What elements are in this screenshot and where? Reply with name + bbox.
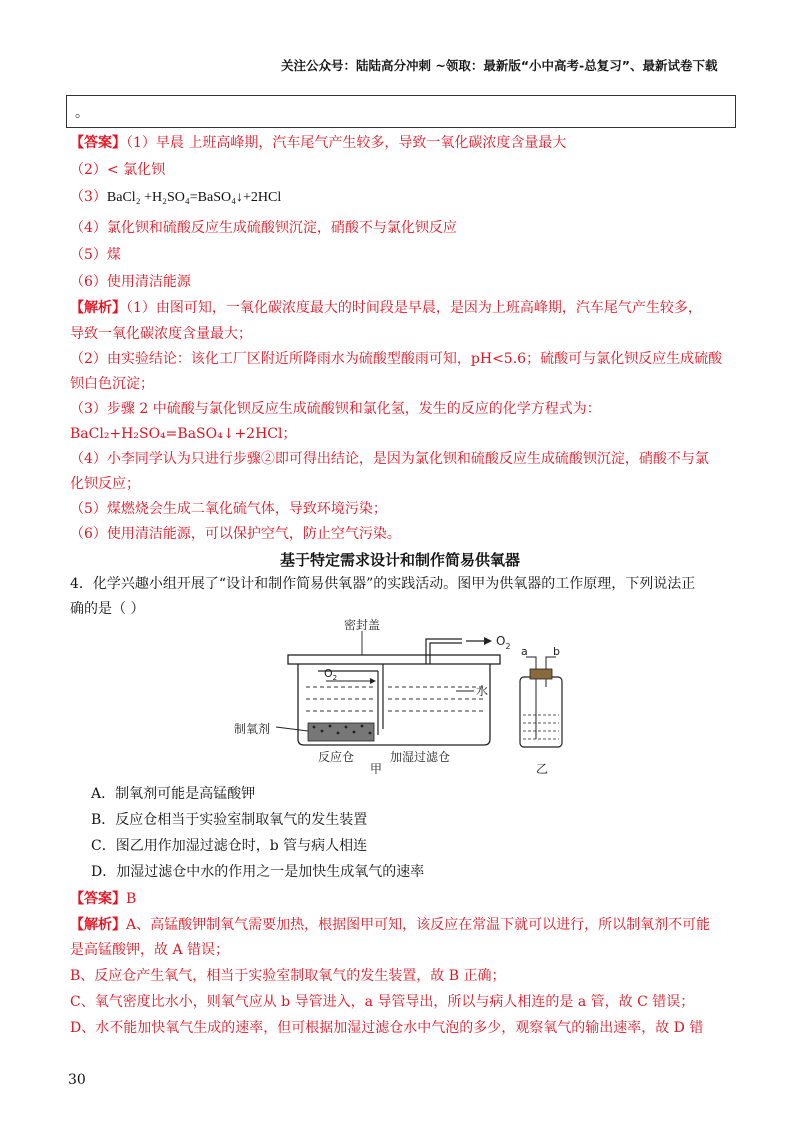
answer4-text: B xyxy=(126,891,137,907)
section-title: 基于特定需求设计和制作简易供氧器 xyxy=(279,551,520,569)
answer-line-2: （2）< 氯化钡 xyxy=(70,162,166,178)
answer4-line xyxy=(70,889,136,909)
label-humidify: 加湿过滤仓 xyxy=(390,750,451,764)
answer-line-6: （6）使用清洁能源 xyxy=(70,274,191,290)
analysis4-text: A、高锰酸钾制氧气需要加热，根据图甲可知，该反应在常温下就可以进行，所以制氧剂不可能 xyxy=(126,917,711,933)
analysis-line-5: （3）步骤 2 中硫酸与氯化钡反应生成硫酸钡和氯化氢，发生的反应的化学方程式为： xyxy=(70,401,601,417)
question-line-2: 确的是（ ） xyxy=(70,601,145,617)
label-b: b xyxy=(553,645,560,658)
apparatus-jia xyxy=(276,631,500,745)
label-seal-lid: 密封盖 xyxy=(344,618,381,632)
answer-line-4: （4）氯化钡和硫酸反应生成硫酸钡沉淀，硝酸不与氯化钡反应 xyxy=(70,220,457,236)
analysis-tag: 【解析】 xyxy=(70,300,126,316)
answer-tag: 【答案】 xyxy=(70,135,126,151)
page-header: 关注公众号：陆陆高分冲刺 ~领取：最新版“小中高考-总复习”、最新试卷下载 xyxy=(281,58,718,73)
analysis4-line-3: B、反应仓产生氧气，相当于实验室制取氧气的发生装置，故 B 正确； xyxy=(70,968,506,984)
answer-prefix: （3） xyxy=(70,189,107,205)
answer-text: （1）早晨 上班高峰期，汽车尾气产生较多，导致一氧化碳浓度含量最大 xyxy=(126,135,567,151)
label-yi: 乙 xyxy=(536,762,549,775)
label-agent: 制氧剂 xyxy=(234,722,271,736)
question-line-1: 4．化学兴趣小组开展了“设计和制作简易供氧器”的实践活动。图甲为供氧器的工作原理，下列说法正 xyxy=(70,576,696,592)
analysis-line-2: 导致一氧化碳浓度含量最大； xyxy=(70,326,252,342)
analysis-line-6: BaCl₂+H₂SO₄=BaSO₄↓+2HCl； xyxy=(70,426,297,442)
answer-line-3 xyxy=(70,187,281,208)
apparatus-yi xyxy=(520,657,562,747)
analysis4-line-2: 是高锰酸钾，故 A 错误； xyxy=(70,942,230,958)
equation: BaCl₂ +H₂SO₄=BaSO₄↓+2HCl xyxy=(106,190,282,205)
option-c: C．图乙用作加湿过滤仓时，b 管与病人相连 xyxy=(91,838,368,854)
analysis4-line-4: C、氧气密度比水小，则氧气应从 b 导管进入，a 导管导出，所以与病人相连的是 a 管，故 C 错误； xyxy=(70,994,695,1010)
analysis-line-3: （2）由实验结论：该化工厂区附近所降雨水为硫酸型酸雨可知，pH<5.6；硫酸可与氯化钡反应生成硫酸 xyxy=(70,351,723,367)
label-water: 水 xyxy=(476,684,489,698)
option-b: B．反应仓相当于实验室制取氧气的发生装置 xyxy=(91,812,368,828)
analysis-line-9: （5）煤燃烧会生成二氧化硫气体，导致环境污染； xyxy=(70,501,387,517)
label-reaction: 反应仓 xyxy=(318,750,355,764)
label-o2-in: $O_2$ xyxy=(324,667,338,682)
analysis-line-10: （6）使用清洁能源，可以保护空气，防止空气污染。 xyxy=(70,526,401,542)
analysis4-line-5: D、水不能加快氧气生成的速率，但可根据加湿过滤仓水中气泡的多少，观察氧气的输出速率，故 D 错 xyxy=(70,1020,704,1036)
analysis-line-7: （4）小李同学认为只进行步骤②即可得出结论，是因为氯化钡和硫酸反应生成硫酸钡沉淀，硝酸不与氯 xyxy=(70,451,709,467)
answer4-tag: 【答案】 xyxy=(70,891,126,907)
analysis4-line-1 xyxy=(70,915,710,935)
option-a: A．制氧剂可能是高锰酸钾 xyxy=(91,786,256,802)
box-text: 。 xyxy=(75,105,89,121)
analysis-line-1 xyxy=(70,298,702,318)
analysis-line-8: 化钡反应； xyxy=(70,476,140,492)
option-d: D．加湿过滤仓中水的作用之一是加快生成氧气的速率 xyxy=(91,864,425,880)
answer-line-1 xyxy=(70,133,566,153)
label-jia: 甲 xyxy=(370,762,383,775)
answer-line-5: （5）煤 xyxy=(70,247,121,263)
apparatus-figure xyxy=(230,615,590,775)
page-number: 30 xyxy=(68,1072,86,1088)
analysis-line-4: 钡白色沉淀； xyxy=(70,376,154,392)
label-a: a xyxy=(521,645,528,658)
analysis-text: （1）由图可知，一氧化碳浓度最大的时间段是早晨，是因为上班高峰期，汽车尾气产生较多， xyxy=(126,300,702,316)
analysis4-tag: 【解析】 xyxy=(70,917,126,933)
text-box xyxy=(66,95,736,128)
label-o2-out: $O_2$ xyxy=(496,634,511,651)
